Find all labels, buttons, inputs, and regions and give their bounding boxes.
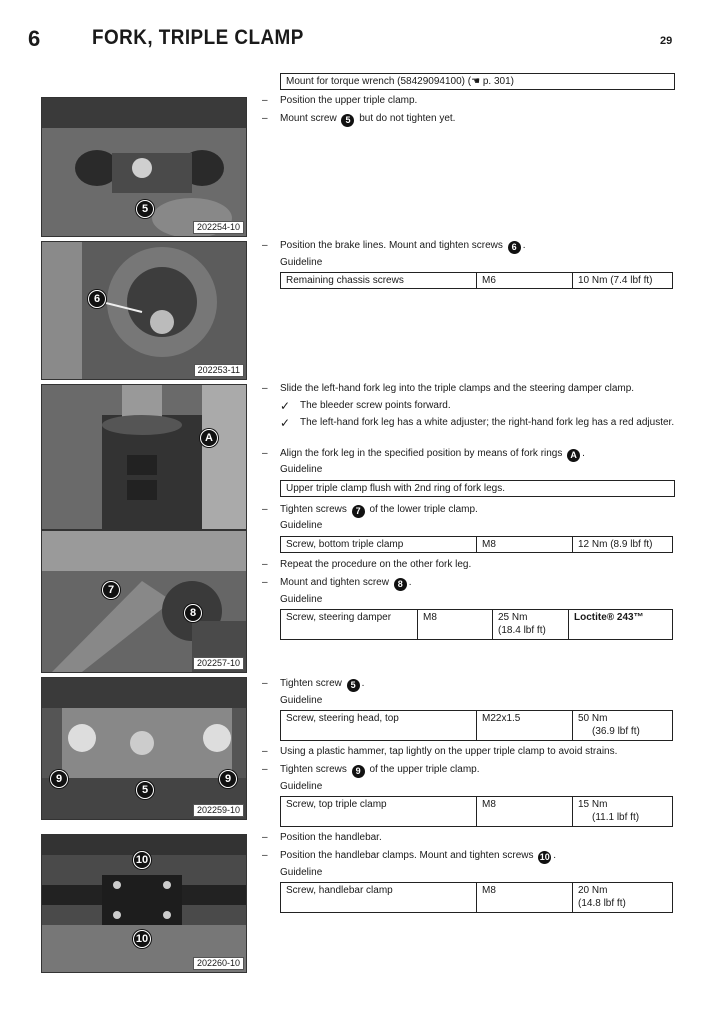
callout-5: 5: [136, 200, 154, 218]
photo-brake-lines: [41, 241, 247, 380]
spec-steering-damper: Screw, steering damper M8 25 Nm (18.4 lbf ft) Loctite® 243™: [280, 609, 673, 640]
step-tighten-screws-7: – Tighten screws 7 of the lower triple clamp.: [262, 504, 478, 516]
check-adjuster: ✓ The left-hand fork leg has a white adjuster; the right-hand fork leg has a red adjuster.: [280, 416, 675, 430]
guideline-label: Guideline: [280, 464, 323, 475]
figure-id: 202253-11: [194, 364, 244, 377]
page-number: 29: [660, 35, 673, 47]
figure-id: 202257-10: [193, 657, 244, 670]
guideline-label: Guideline: [280, 594, 323, 605]
step-mount-screw-8: – Mount and tighten screw 8 .: [262, 577, 412, 589]
step-tighten-screws-9: – Tighten screws 9 of the upper triple clamp.: [262, 764, 480, 776]
photo-fork-rings: [41, 384, 247, 530]
figure-id: 202254-10: [193, 221, 244, 234]
spec-chassis: Remaining chassis screws M6 10 Nm (7.4 lbf ft): [280, 272, 673, 289]
callout-9-left: 9: [50, 770, 68, 788]
chapter-number: 6: [28, 26, 41, 51]
spec-steering-head: Screw, steering head, top M22x1.5 50 Nm (36.9 lbf ft): [280, 710, 673, 741]
callout-6: 6: [88, 290, 106, 308]
guideline-label: Guideline: [280, 257, 323, 268]
step-slide-fork-leg: – Slide the left-hand fork leg into the triple clamps and the steering damper clamp.: [262, 383, 635, 394]
guideline-label: Guideline: [280, 695, 323, 706]
callout-10-bottom: 10: [133, 930, 151, 948]
photo-top-clamp: [41, 677, 247, 820]
photo-handlebar: [41, 834, 247, 973]
check-bleeder: ✓ The bleeder screw points forward.: [280, 399, 451, 413]
callout-9-right: 9: [219, 770, 237, 788]
step-repeat: – Repeat the procedure on the other fork leg.: [262, 559, 472, 570]
callout-A: A: [200, 429, 218, 447]
callout-10-top: 10: [133, 851, 151, 869]
callout-5-lower: 5: [136, 781, 154, 799]
step-brake-lines: – Position the brake lines. Mount and tighten screws 6 .: [262, 240, 526, 252]
callout-8: 8: [184, 604, 202, 622]
photo-steering-damper: [41, 530, 247, 673]
spec-top-clamp: Screw, top triple clamp M8 15 Nm (11.1 lbf ft): [280, 796, 673, 827]
step-plastic-hammer: – Using a plastic hammer, tap lightly on the upper triple clamp to avoid strains.: [262, 746, 618, 757]
spec-fork-position: Upper triple clamp flush with 2nd ring of fork legs.: [280, 480, 675, 497]
page-title: FORK, TRIPLE CLAMP: [92, 26, 304, 49]
photo-upper-clamp: [41, 97, 247, 237]
check-icon: ✓: [280, 399, 291, 413]
step-mount-screw-5: – Mount screw 5 but do not tighten yet.: [262, 113, 456, 125]
guideline-label: Guideline: [280, 867, 323, 878]
figure-id: 202259-10: [193, 804, 244, 817]
step-align-fork: – Align the fork leg in the specified position by means of fork rings A .: [262, 448, 585, 460]
check-icon: ✓: [280, 416, 291, 430]
figure-id: 202260-10: [193, 957, 244, 970]
mount-torque-wrench-box: Mount for torque wrench (58429094100) (☚ p. 301): [280, 73, 675, 90]
guideline-label: Guideline: [280, 520, 323, 531]
spec-handlebar-clamp: Screw, handlebar clamp M8 20 Nm (14.8 lbf ft): [280, 882, 673, 913]
spec-bottom-clamp: Screw, bottom triple clamp M8 12 Nm (8.9 lbf ft): [280, 536, 673, 553]
guideline-label: Guideline: [280, 781, 323, 792]
step-handlebar-clamps: – Position the handlebar clamps. Mount and tighten screws 10 .: [262, 850, 557, 862]
step-tighten-screw-5: – Tighten screw 5 .: [262, 678, 365, 690]
step-position-upper-clamp: – Position the upper triple clamp.: [262, 95, 418, 106]
step-position-handlebar: – Position the handlebar.: [262, 832, 382, 843]
callout-7: 7: [102, 581, 120, 599]
